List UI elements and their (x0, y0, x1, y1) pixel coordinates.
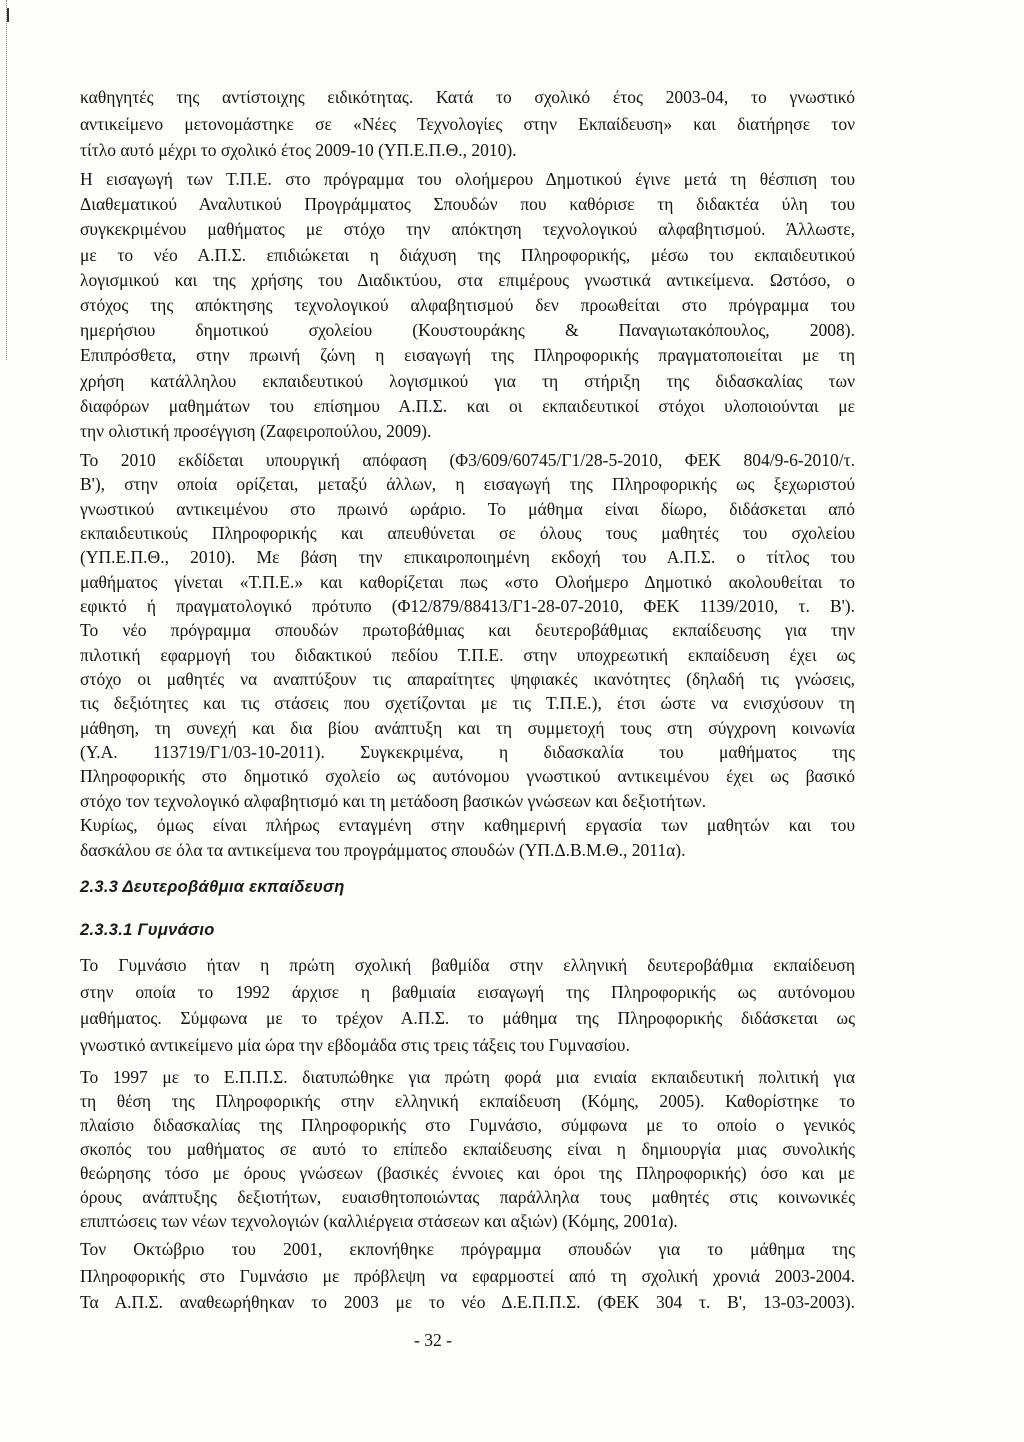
page-number: - 32 - (414, 1330, 452, 1350)
text-line: στόχο τον τεχνολογικό αλφαβητισμό και τη μετάδοση βασικών γνώσεων και δεξιοτήτων. (80, 790, 707, 811)
text-line: Επιπρόσθετα, στην πρωινή ζώνη η εισαγωγή της Πληροφορικής πραγματοποιείται με τη (80, 345, 855, 366)
text-line: Διαθεματικού Αναλυτικού Προγράμματος Σπουδών που καθόρισε τη διδακτέα ύλη του (80, 194, 855, 215)
paragraph (80, 84, 855, 164)
text-line: μαθήματος γίνεται «Τ.Π.Ε.» και καθορίζεται πως «στο Ολοήμερο Δημοτικό ακολουθείται το (80, 571, 855, 592)
text-line: δασκάλου σε όλα τα αντικείμενα του προγράμματος σπουδών (ΥΠ.Δ.Β.Μ.Θ., 2011α). (80, 839, 686, 860)
text-line: Β'), στην οποία ορίζεται, μεταξύ άλλων, η εισαγωγή της Πληροφορικής ως ξεχωριστού (80, 474, 855, 495)
text-line: συγκεκριμένου μαθήματος με στόχο την απόκτηση τεχνολογικού αλφαβητισμού. Άλλωστε, (80, 219, 855, 240)
section-heading: 2.3.3 Δευτεροβάθμια εκπαίδευση (80, 878, 345, 896)
text-line: στόχο οι μαθητές να αναπτύξουν τις απαραίτητες ψηφιακές ικανότητες (δηλαδή τις γνώσεις, (80, 669, 855, 690)
text-line: επιπτώσεις των νέων τεχνολογιών (καλλιέργεια στάσεων και αξιών) (Κόμης, 2001α). (80, 1211, 678, 1231)
text-line: εφικτό ή πραγματολογικό πρότυπο (Φ12/879/88413/Γ1-28-07-2010, ΦΕΚ 1139/2010, τ. Β'). (80, 596, 855, 617)
text-line: Πληροφορικής στο Γυμνάσιο με πρόβλεψη να εφαρμοστεί από τη σχολική χρονιά 2003-2004. (80, 1265, 855, 1286)
paragraph (80, 1236, 855, 1316)
text-line: την ολιστική προσέγγιση (Ζαφειροπούλου, 2009). (80, 421, 432, 442)
text-line: διαφόρων μαθημάτων του επίσημου Α.Π.Σ. και οι εκπαιδευτικοί στόχοι υλοποιούνται με (80, 395, 855, 416)
text-line: πιλοτική εφαρμογή του διδακτικού πεδίου Τ.Π.Ε. στην υποχρεωτική εκπαίδευση έχει ως (80, 644, 855, 665)
paragraph (80, 1065, 855, 1233)
text-line: όρους ανάπτυξης δεξιοτήτων, ευαισθητοποιώντας παράλληλα τους μαθητές στις κοινωνικές (80, 1187, 855, 1207)
text-line: Τα Α.Π.Σ. αναθεωρήθηκαν το 2003 με το νέο Δ.Ε.Π.Π.Σ. (ΦΕΚ 304 τ. Β', 13-03-2003). (80, 1292, 855, 1312)
text-line: τίτλο αυτό μέχρι το σχολικό έτος 2009-10 (ΥΠ.Ε.Π.Θ., 2010). (80, 140, 517, 160)
text-line: χρήση κατάλληλου εκπαιδευτικού λογισμικού για τη στήριξη της διδασκαλίας των (80, 370, 855, 391)
text-line: τις δεξιότητες και τις στάσεις που σχετίζονται με τις Τ.Π.Ε.), έτσι ώστε να ενισχύσουν τη (80, 693, 855, 714)
text-line: Το 2010 εκδίδεται υπουργική απόφαση (Φ3/609/60745/Γ1/28-5-2010, ΦΕΚ 804/9-6-2010/τ. (80, 450, 855, 470)
paragraph (80, 952, 855, 1059)
text-line: (Υ.Α. 113719/Γ1/03-10-2011). Συγκεκριμένα, η διδασκαλία του μαθήματος της (80, 742, 855, 763)
text-line: (ΥΠ.Ε.Π.Θ., 2010). Με βάση την επικαιροποιημένη εκδοχή του Α.Π.Σ. ο τίτλος του (80, 547, 855, 568)
text-line: Το 1997 με το Ε.Π.Π.Σ. διατυπώθηκε για πρώτη φορά μια ενιαία εκπαιδευτική πολιτική για (80, 1067, 855, 1087)
text-line: εκπαιδευτικούς Πληροφορικής και απευθύνεται σε όλους τους μαθητές του σχολείου (80, 523, 855, 544)
text-line: Η εισαγωγή των Τ.Π.Ε. στο πρόγραμμα του ολοήμερου Δημοτικού έγινε μετά τη θέσπιση του (80, 169, 855, 189)
text-line: Το Γυμνάσιο ήταν η πρώτη σχολική βαθμίδα στην ελληνική δευτεροβάθμια εκπαίδευση (80, 955, 855, 975)
text-line: μάθηση, τη συνεχή και δια βίου ανάπτυξη και τη συμμετοχή τους στη σύγχρονη κοινωνία (80, 717, 855, 738)
text-line: Πληροφορικής στο δημοτικό σχολείο ως αυτόνομου γνωστικού αντικειμένου έχει ως βασικό (80, 766, 855, 787)
text-line: σκοπός του μαθήματος σε αυτό το επίπεδο εκπαίδευσης είναι η δημιουργία μιας συνολικής (80, 1139, 855, 1159)
text-line: γνωστικού αντικειμένου στο πρωινό ωράριο. Το μάθημα είναι δίωρο, διδάσκεται από (80, 498, 855, 519)
text-line: στόχος της απόκτησης τεχνολογικού αλφαβητισμού δεν προωθείται στο πρόγραμμα του (80, 295, 855, 316)
paragraph (80, 448, 855, 862)
text-line: ημερήσιου δημοτικού σχολείου (Κουστουράκης & Παναγιωτακόπουλος, 2008). (80, 320, 855, 341)
scan-speck-artifact (7, 8, 9, 22)
text-line: λογισμικού και της χρήσης του Διαδικτύου, στα επιμέρους γνωστικά αντικείμενα. Ωστόσο, ο (80, 269, 855, 290)
text-line: μαθήματος. Σύμφωνα με το τρέχον Α.Π.Σ. το μάθημα της Πληροφορικής διδάσκεται ως (80, 1008, 855, 1029)
text-line: στην οποία το 1992 άρχισε η βαθμιαία εισαγωγή της Πληροφορικής ως αυτόνομου (80, 981, 855, 1002)
text-line: με το νέο Α.Π.Σ. επιδιώκεται η διάχυση της Πληροφορικής, μέσω του εκπαιδευτικού (80, 244, 855, 265)
text-line: τη θέση της Πληροφορικής στην ελληνική εκπαίδευση (Κόμης, 2005). Καθορίστηκε το (80, 1091, 855, 1111)
text-line: καθηγητές της αντίστοιχης ειδικότητας. Κατά το σχολικό έτος 2003-04, το γνωστικό (80, 87, 855, 107)
text-line: γνωστικό αντικείμενο μία ώρα την εβδομάδα στις τρεις τάξεις του Γυμνασίου. (80, 1035, 630, 1056)
text-line: θεώρησης τόσο με όρους γνώσεων (βασικές έννοιες και όροι της Πληροφορικής) όσο και με (80, 1163, 855, 1183)
paragraph (80, 167, 855, 444)
text-line: Τον Οκτώβριο του 2001, εκπονήθηκε πρόγραμμα σπουδών για το μάθημα της (80, 1239, 855, 1259)
text-line: Κυρίως, όμως είναι πλήρως ενταγμένη στην καθημερινή εργασία των μαθητών και του (80, 815, 855, 836)
text-line: αντικείμενο μετονομάστηκε σε «Νέες Τεχνολογίες στην Εκπαίδευση» και διατήρησε τον (80, 113, 855, 134)
scan-edge-artifact (6, 0, 7, 360)
text-line: πλαίσιο διδασκαλίας της Πληροφορικής στο Γυμνάσιο, σύμφωνα με το οποίο ο γενικός (80, 1115, 855, 1135)
subsection-heading: 2.3.3.1 Γυμνάσιο (80, 921, 215, 939)
text-line: Το νέο πρόγραμμα σπουδών πρωτοβάθμιας και δευτεροβάθμιας εκπαίδευσης για την (80, 620, 855, 641)
